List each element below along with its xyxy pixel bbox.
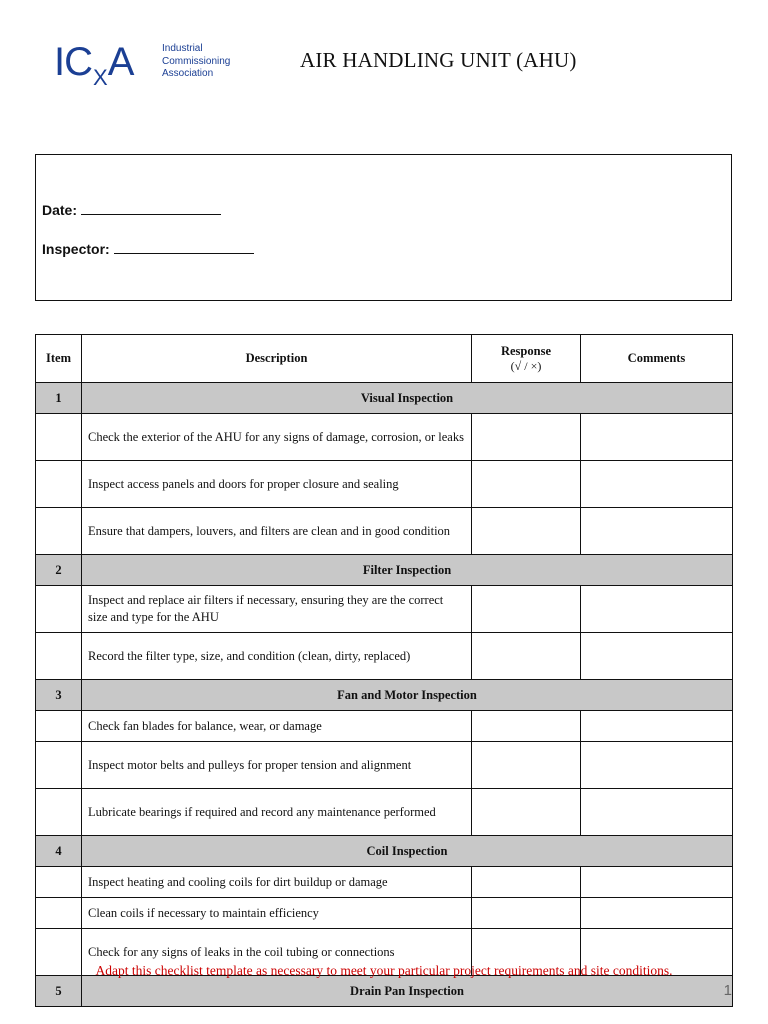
- inspector-label: Inspector:: [42, 241, 110, 257]
- response-cell[interactable]: [472, 586, 581, 633]
- checklist-row: [36, 789, 733, 836]
- document-title: AIR HANDLING UNIT (AHU): [300, 48, 577, 72]
- item-description: Lubricate bearings if required and record any maintenance performed: [82, 789, 472, 836]
- section-title: Drain Pan Inspection: [82, 976, 733, 1007]
- info-box: [35, 154, 732, 301]
- section-number: 5: [36, 976, 82, 1007]
- checklist-body: [36, 383, 733, 1007]
- section-number: 2: [36, 555, 82, 586]
- item-description: Record the filter type, size, and condition (clean, dirty, replaced): [82, 633, 472, 680]
- footer-note: Adapt this checklist template as necessary to meet your particular project requirements and site conditions.: [95, 963, 673, 978]
- date-field[interactable]: [42, 201, 221, 218]
- inspector-blank-line[interactable]: [114, 240, 254, 254]
- comments-cell[interactable]: [581, 461, 733, 508]
- section-row: [36, 976, 733, 1007]
- header-response: Response (√ / ×): [472, 335, 581, 383]
- checklist-row: [36, 867, 733, 898]
- response-cell[interactable]: [472, 414, 581, 461]
- section-number: 3: [36, 680, 82, 711]
- checklist-row: [36, 742, 733, 789]
- section-row: [36, 680, 733, 711]
- response-cell[interactable]: [472, 461, 581, 508]
- checklist-table: [35, 334, 733, 1007]
- table-header-row: [36, 335, 733, 383]
- comments-cell[interactable]: [581, 633, 733, 680]
- item-description: Inspect motor belts and pulleys for proper tension and alignment: [82, 742, 472, 789]
- checklist-row: [36, 508, 733, 555]
- item-cell: [36, 586, 82, 633]
- inspector-field[interactable]: [42, 240, 254, 257]
- item-description: Inspect and replace air filters if necessary, ensuring they are the correct size and type for the AHU: [82, 586, 472, 633]
- comments-cell[interactable]: [581, 508, 733, 555]
- item-cell: [36, 742, 82, 789]
- item-description: Check the exterior of the AHU for any signs of damage, corrosion, or leaks: [82, 414, 472, 461]
- response-cell[interactable]: [472, 508, 581, 555]
- section-row: [36, 836, 733, 867]
- response-cell[interactable]: [472, 898, 581, 929]
- response-cell[interactable]: [472, 742, 581, 789]
- section-title: Filter Inspection: [82, 555, 733, 586]
- item-cell: [36, 633, 82, 680]
- item-description: Check fan blades for balance, wear, or damage: [82, 711, 472, 742]
- item-description: Inspect heating and cooling coils for dirt buildup or damage: [82, 867, 472, 898]
- item-cell: [36, 789, 82, 836]
- header-description: Description: [82, 335, 472, 383]
- item-description: Inspect access panels and doors for proper closure and sealing: [82, 461, 472, 508]
- comments-cell[interactable]: [581, 898, 733, 929]
- response-cell[interactable]: [472, 633, 581, 680]
- section-title: Visual Inspection: [82, 383, 733, 414]
- logo-text: Industrial Commissioning Association: [162, 43, 231, 79]
- comments-cell[interactable]: [581, 414, 733, 461]
- item-cell: [36, 867, 82, 898]
- comments-cell[interactable]: [581, 742, 733, 789]
- checklist-row: [36, 586, 733, 633]
- checklist-row: [36, 711, 733, 742]
- checklist-row: [36, 633, 733, 680]
- ica-logo: [46, 34, 242, 92]
- response-cell[interactable]: [472, 711, 581, 742]
- comments-cell[interactable]: [581, 586, 733, 633]
- date-label: Date:: [42, 202, 78, 218]
- header-comments: Comments: [581, 335, 733, 383]
- section-row: [36, 383, 733, 414]
- header-item: Item: [36, 335, 82, 383]
- item-cell: [36, 711, 82, 742]
- item-cell: [36, 898, 82, 929]
- section-number: 4: [36, 836, 82, 867]
- item-description: Check for any signs of leaks in the coil tubing or connections: [82, 929, 472, 976]
- response-cell[interactable]: [472, 867, 581, 898]
- item-description: Ensure that dampers, louvers, and filters are clean and in good condition: [82, 508, 472, 555]
- item-description: Clean coils if necessary to maintain efficiency: [82, 898, 472, 929]
- logo-mark: $IC_XA$: [54, 40, 134, 90]
- page-number: 1: [723, 982, 732, 999]
- comments-cell[interactable]: [581, 867, 733, 898]
- comments-cell[interactable]: [581, 789, 733, 836]
- section-number: 1: [36, 383, 82, 414]
- item-cell: [36, 461, 82, 508]
- date-blank-line[interactable]: [81, 201, 221, 215]
- checklist-row: [36, 414, 733, 461]
- checklist-row: [36, 461, 733, 508]
- comments-cell[interactable]: [581, 711, 733, 742]
- section-row: [36, 555, 733, 586]
- checklist-row: [36, 898, 733, 929]
- section-title: Fan and Motor Inspection: [82, 680, 733, 711]
- section-title: Coil Inspection: [82, 836, 733, 867]
- item-cell: [36, 414, 82, 461]
- item-cell: [36, 508, 82, 555]
- response-cell[interactable]: [472, 789, 581, 836]
